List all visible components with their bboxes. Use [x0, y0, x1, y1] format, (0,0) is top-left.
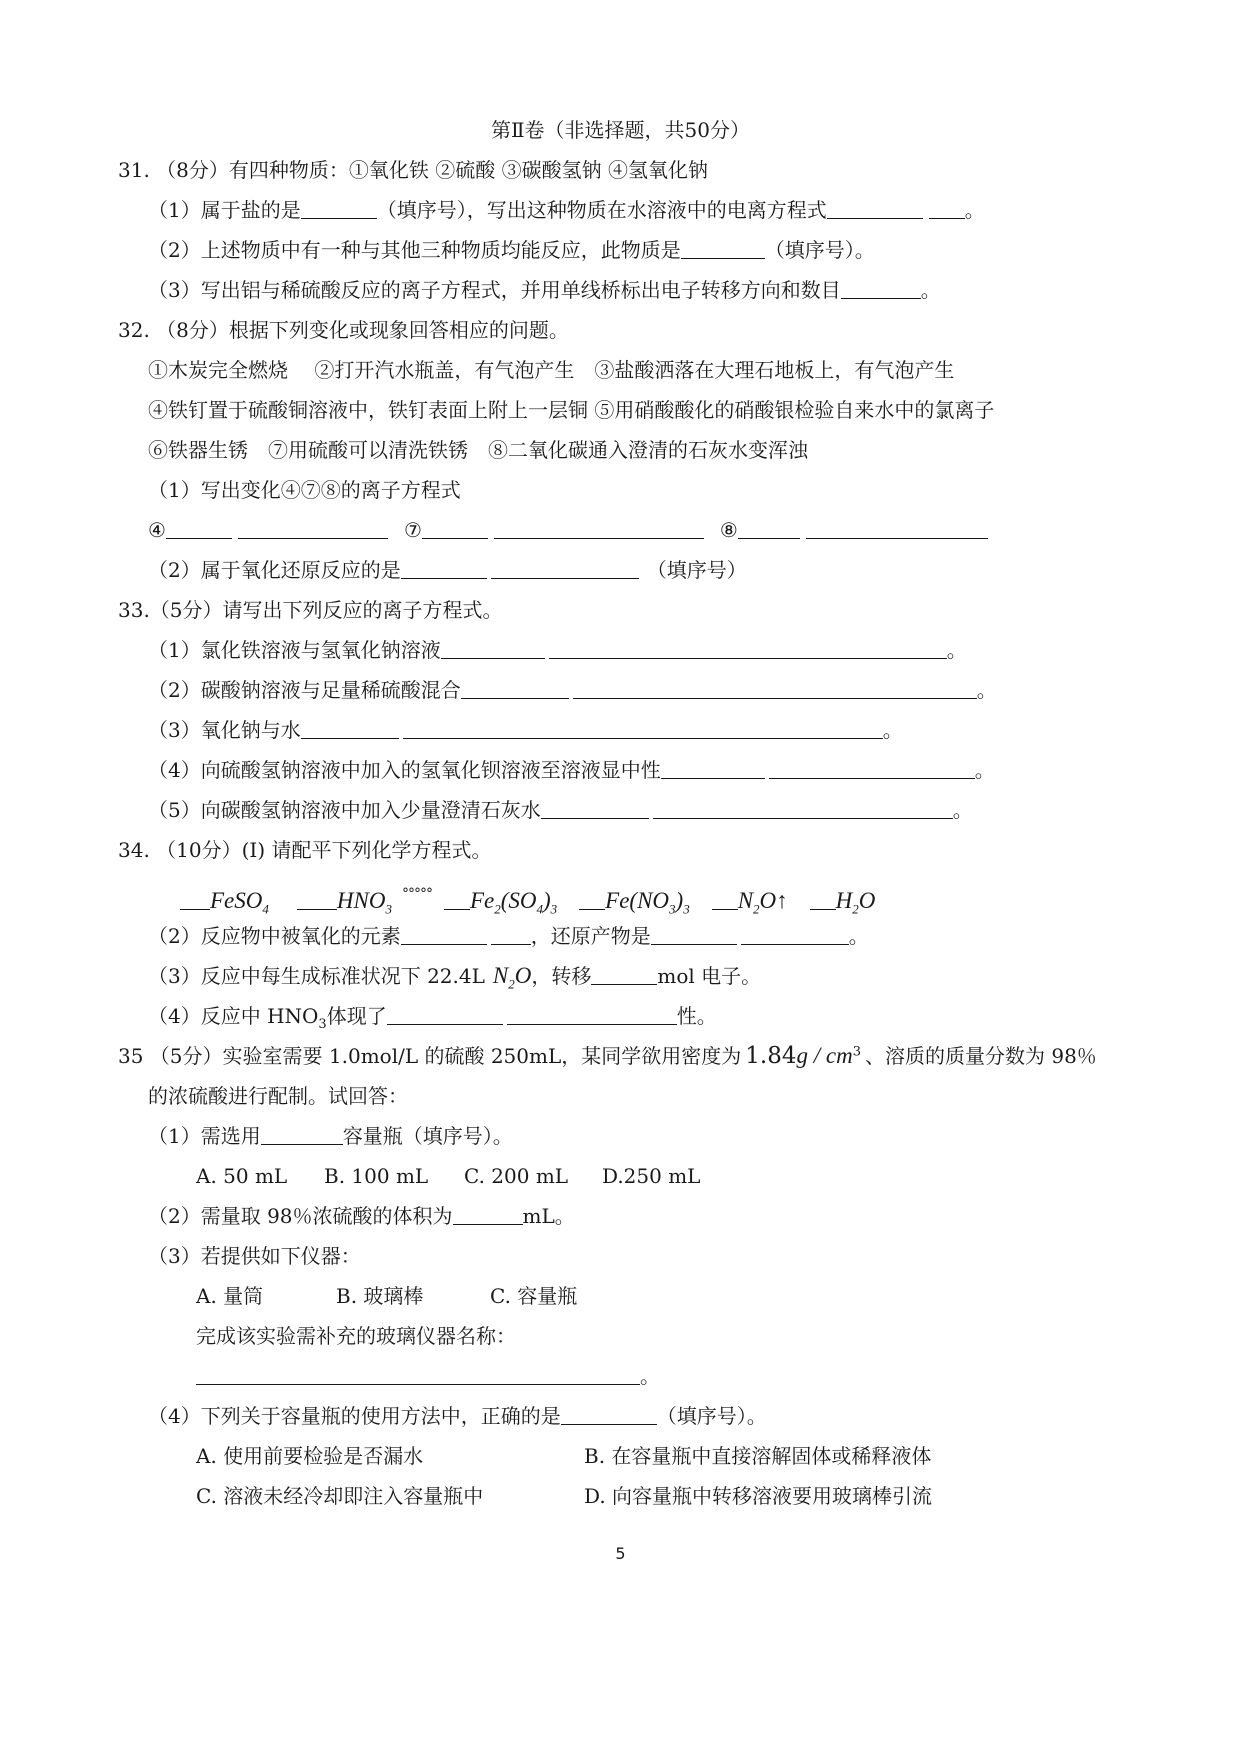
section-title: 第Ⅱ卷（非选择题，共50分）: [490, 118, 751, 142]
option-c: C. 容量瓶: [490, 1284, 578, 1308]
q32-list-line2: ④铁钉置于硫酸铜溶液中，铁钉表面上附上一层铜 ⑤用硝酸酸化的硝酸银检验自来水中的氯离子: [148, 398, 995, 422]
q35-p4b: （填序号）。: [656, 1404, 767, 1428]
answer-blank: [491, 556, 639, 579]
period: 。: [848, 924, 869, 948]
answer-blank: [653, 796, 953, 819]
q34-p3c: mol 电子。: [657, 964, 762, 988]
option-c: C. 200 mL: [464, 1164, 569, 1188]
q35-part1: [148, 1122, 513, 1152]
period: 。: [640, 1364, 660, 1388]
q34-p3a: （3）反应中每生成标准状况下 22.4L: [148, 964, 485, 988]
q32-part2: [148, 556, 747, 586]
period: 。: [952, 798, 973, 822]
formula-feso4: FeSO$_4$: [210, 888, 269, 917]
q31-p2b: （填序号）。: [764, 238, 875, 262]
option-d: D.250 mL: [602, 1164, 701, 1188]
q33-p4-text: （4）向硫酸氢钠溶液中加入的氢氧化钡溶液至溶液显中性: [148, 758, 661, 782]
q32-mark-8: ⑧: [719, 518, 738, 542]
q35-part3-prompt: 完成该实验需补充的玻璃仪器名称：: [196, 1324, 516, 1348]
q34-p2a: （2）反应物中被氧化的元素: [148, 924, 401, 948]
q33-part2: [148, 676, 997, 706]
q32-stem: 32. （8分）根据下列变化或现象回答相应的问题。: [118, 318, 569, 342]
q31-p1a: （1）属于盐的是: [148, 198, 301, 222]
answer-blank: [681, 236, 765, 259]
answer-blank: [549, 636, 947, 659]
answer-blank: [573, 676, 977, 699]
density-unit-sup: 3: [852, 1044, 861, 1060]
coefficient-blank: [444, 887, 470, 910]
q32-mark-4: ④: [148, 518, 166, 542]
answer-blank: [166, 516, 232, 539]
answer-blank: [441, 636, 545, 659]
option-d: D. 向容量瓶中转移溶液要用玻璃棒引流: [584, 1484, 933, 1508]
q31-p2a: （2）上述物质中有一种与其他三种物质均能反应，此物质是: [148, 238, 681, 262]
answer-blank: [738, 516, 800, 539]
q35-p1b: 容量瓶（填序号）。: [342, 1124, 513, 1148]
q33-part4: [148, 756, 995, 786]
answer-blank: [261, 1122, 343, 1145]
answer-blank: [827, 196, 923, 219]
q32-mark-7: ⑦: [403, 518, 422, 542]
period: 。: [946, 638, 967, 662]
formula-feno33: $Fe(NO_3)_3$: [605, 888, 690, 917]
option-a: A. 量筒: [196, 1284, 264, 1308]
option-a: A. 使用前要检验是否漏水: [196, 1444, 424, 1468]
q35-part4: [148, 1402, 767, 1432]
q35-stem-b: 、溶质的质量分数为 98％: [864, 1044, 1097, 1068]
q35-stem-a: 35 （5分）实验室需要 1.0mol/L 的硫酸 250mL，某同学欲用密度为: [118, 1044, 742, 1068]
answer-blank: [301, 196, 377, 219]
formula-n2o: $N_2O↑$: [737, 888, 788, 917]
answer-blank: [561, 1402, 657, 1425]
answer-blank: [806, 516, 988, 539]
answer-blank: [196, 1362, 640, 1385]
answer-blank: [591, 962, 657, 985]
q32-p2a: （2）属于氧化还原反应的是: [148, 558, 401, 582]
q35-p4a: （4）下列关于容量瓶的使用方法中，正确的是: [148, 1404, 561, 1428]
option-b: B. 100 mL: [324, 1164, 429, 1188]
q34-chemical-equation: [180, 876, 876, 917]
coefficient-blank: [810, 887, 836, 910]
answer-blank: [403, 716, 883, 739]
q35-p2b: mL。: [522, 1204, 575, 1228]
q31-p1c: 。: [964, 198, 985, 222]
q32-equation-blanks: [148, 516, 988, 546]
answer-blank: [401, 556, 487, 579]
answer-blank: [494, 516, 704, 539]
q33-part3: [148, 716, 903, 746]
answer-blank: [841, 276, 921, 299]
coefficient-blank: [712, 887, 738, 910]
q34-p4a: （4）反应中 HNO: [148, 1004, 319, 1028]
q34-part2: [148, 922, 869, 952]
period: 。: [974, 758, 995, 782]
q35-part3: （3）若提供如下仪器：: [148, 1244, 361, 1268]
q32-part1: （1）写出变化④⑦⑧的离子方程式: [148, 478, 461, 502]
formula-fe2so43: $Fe_2(SO_4)_3$: [469, 888, 558, 917]
coefficient-blank: [579, 887, 605, 910]
answer-blank: [769, 756, 975, 779]
q33-p5-text: （5）向碳酸氢钠溶液中加入少量澄清石灰水: [148, 798, 541, 822]
answer-blank: [651, 922, 737, 945]
answer-blank: [461, 676, 569, 699]
answer-blank: [453, 1202, 523, 1225]
q33-stem: 33.（5分）请写出下列反应的离子方程式。: [118, 598, 503, 622]
q33-p3-text: （3）氧化钠与水: [148, 718, 301, 742]
q33-p2-text: （2）碳酸钠溶液与足量稀硫酸混合: [148, 678, 461, 702]
q34-part4: [148, 1002, 717, 1032]
option-b: B. 玻璃棒: [336, 1284, 424, 1308]
q34-part3: [148, 962, 761, 992]
period: 。: [882, 718, 903, 742]
option-a: A. 50 mL: [196, 1164, 288, 1188]
density-unit: g / cm: [796, 1043, 853, 1068]
answer-blank: [238, 516, 388, 539]
q33-part5: [148, 796, 973, 826]
q31-part3: [148, 276, 941, 306]
q31-p3b: 。: [920, 278, 941, 302]
answer-blank: [401, 922, 487, 945]
q35-stem-line2: 的浓硫酸进行配制。试回答：: [148, 1084, 408, 1108]
period: 。: [976, 678, 997, 702]
q33-part1: [148, 636, 967, 666]
density-value: 1.84: [745, 1043, 797, 1069]
option-c: C. 溶液未经冷却即注入容量瓶中: [196, 1484, 484, 1508]
answer-blank: [422, 516, 488, 539]
answer-blank: [491, 922, 531, 945]
q34-stem: 34. （10分）(Ⅰ) 请配平下列化学方程式。: [118, 838, 492, 862]
answer-blank: [387, 1002, 503, 1025]
q34-p2b: ，还原产物是: [530, 924, 651, 948]
answer-blank: [661, 756, 765, 779]
q31-part2: [148, 236, 875, 266]
q31-p1b: （填序号），写出这种物质在水溶液中的电离方程式: [376, 198, 827, 222]
q32-p2b: （填序号）: [646, 558, 747, 582]
q35-part3-answer: [196, 1362, 660, 1392]
formula-hno3: $HNO_3$: [336, 888, 392, 917]
formula-n2o: $N_2O$: [492, 963, 532, 992]
reaction-arrow-dots: °°°°°: [401, 886, 432, 902]
q34-p3b: ，转移: [531, 964, 592, 988]
answer-blank: [541, 796, 649, 819]
page-number: 5: [615, 1544, 626, 1563]
coefficient-blank: [297, 887, 337, 910]
q34-p4-sub: 3: [318, 1017, 327, 1032]
coefficient-blank: [180, 887, 210, 910]
q32-list-line1: ①木炭完全燃烧 ②打开汽水瓶盖，有气泡产生 ③盐酸洒落在大理石地板上，有气泡产生: [148, 358, 955, 382]
answer-blank: [741, 922, 849, 945]
answer-blank: [301, 716, 399, 739]
q31-part1: [148, 196, 985, 226]
answer-blank: [507, 1002, 677, 1025]
q32-list-line3: ⑥铁器生锈 ⑦用硫酸可以清洗铁锈 ⑧二氧化碳通入澄清的石灰水变浑浊: [148, 438, 808, 462]
q35-part2: [148, 1202, 575, 1232]
q35-p2a: （2）需量取 98％浓硫酸的体积为: [148, 1204, 453, 1228]
formula-h2o: $H_2O$: [835, 888, 876, 917]
q35-p1a: （1）需选用: [148, 1124, 261, 1148]
q34-p4b: 体现了: [326, 1004, 387, 1028]
q33-p1-text: （1）氯化铁溶液与氢氧化钠溶液: [148, 638, 441, 662]
answer-blank: [929, 196, 965, 219]
q31-p3a: （3）写出铝与稀硫酸反应的离子方程式，并用单线桥标出电子转移方向和数目: [148, 278, 841, 302]
q35-stem-line1: [118, 1042, 1097, 1072]
q31-stem: 31. （8分）有四种物质：①氧化铁 ②硫酸 ③碳酸氢钠 ④氢氧化钠: [118, 158, 708, 182]
option-b: B. 在容量瓶中直接溶解固体或稀释液体: [584, 1444, 932, 1468]
q34-p4c: 性。: [676, 1004, 717, 1028]
